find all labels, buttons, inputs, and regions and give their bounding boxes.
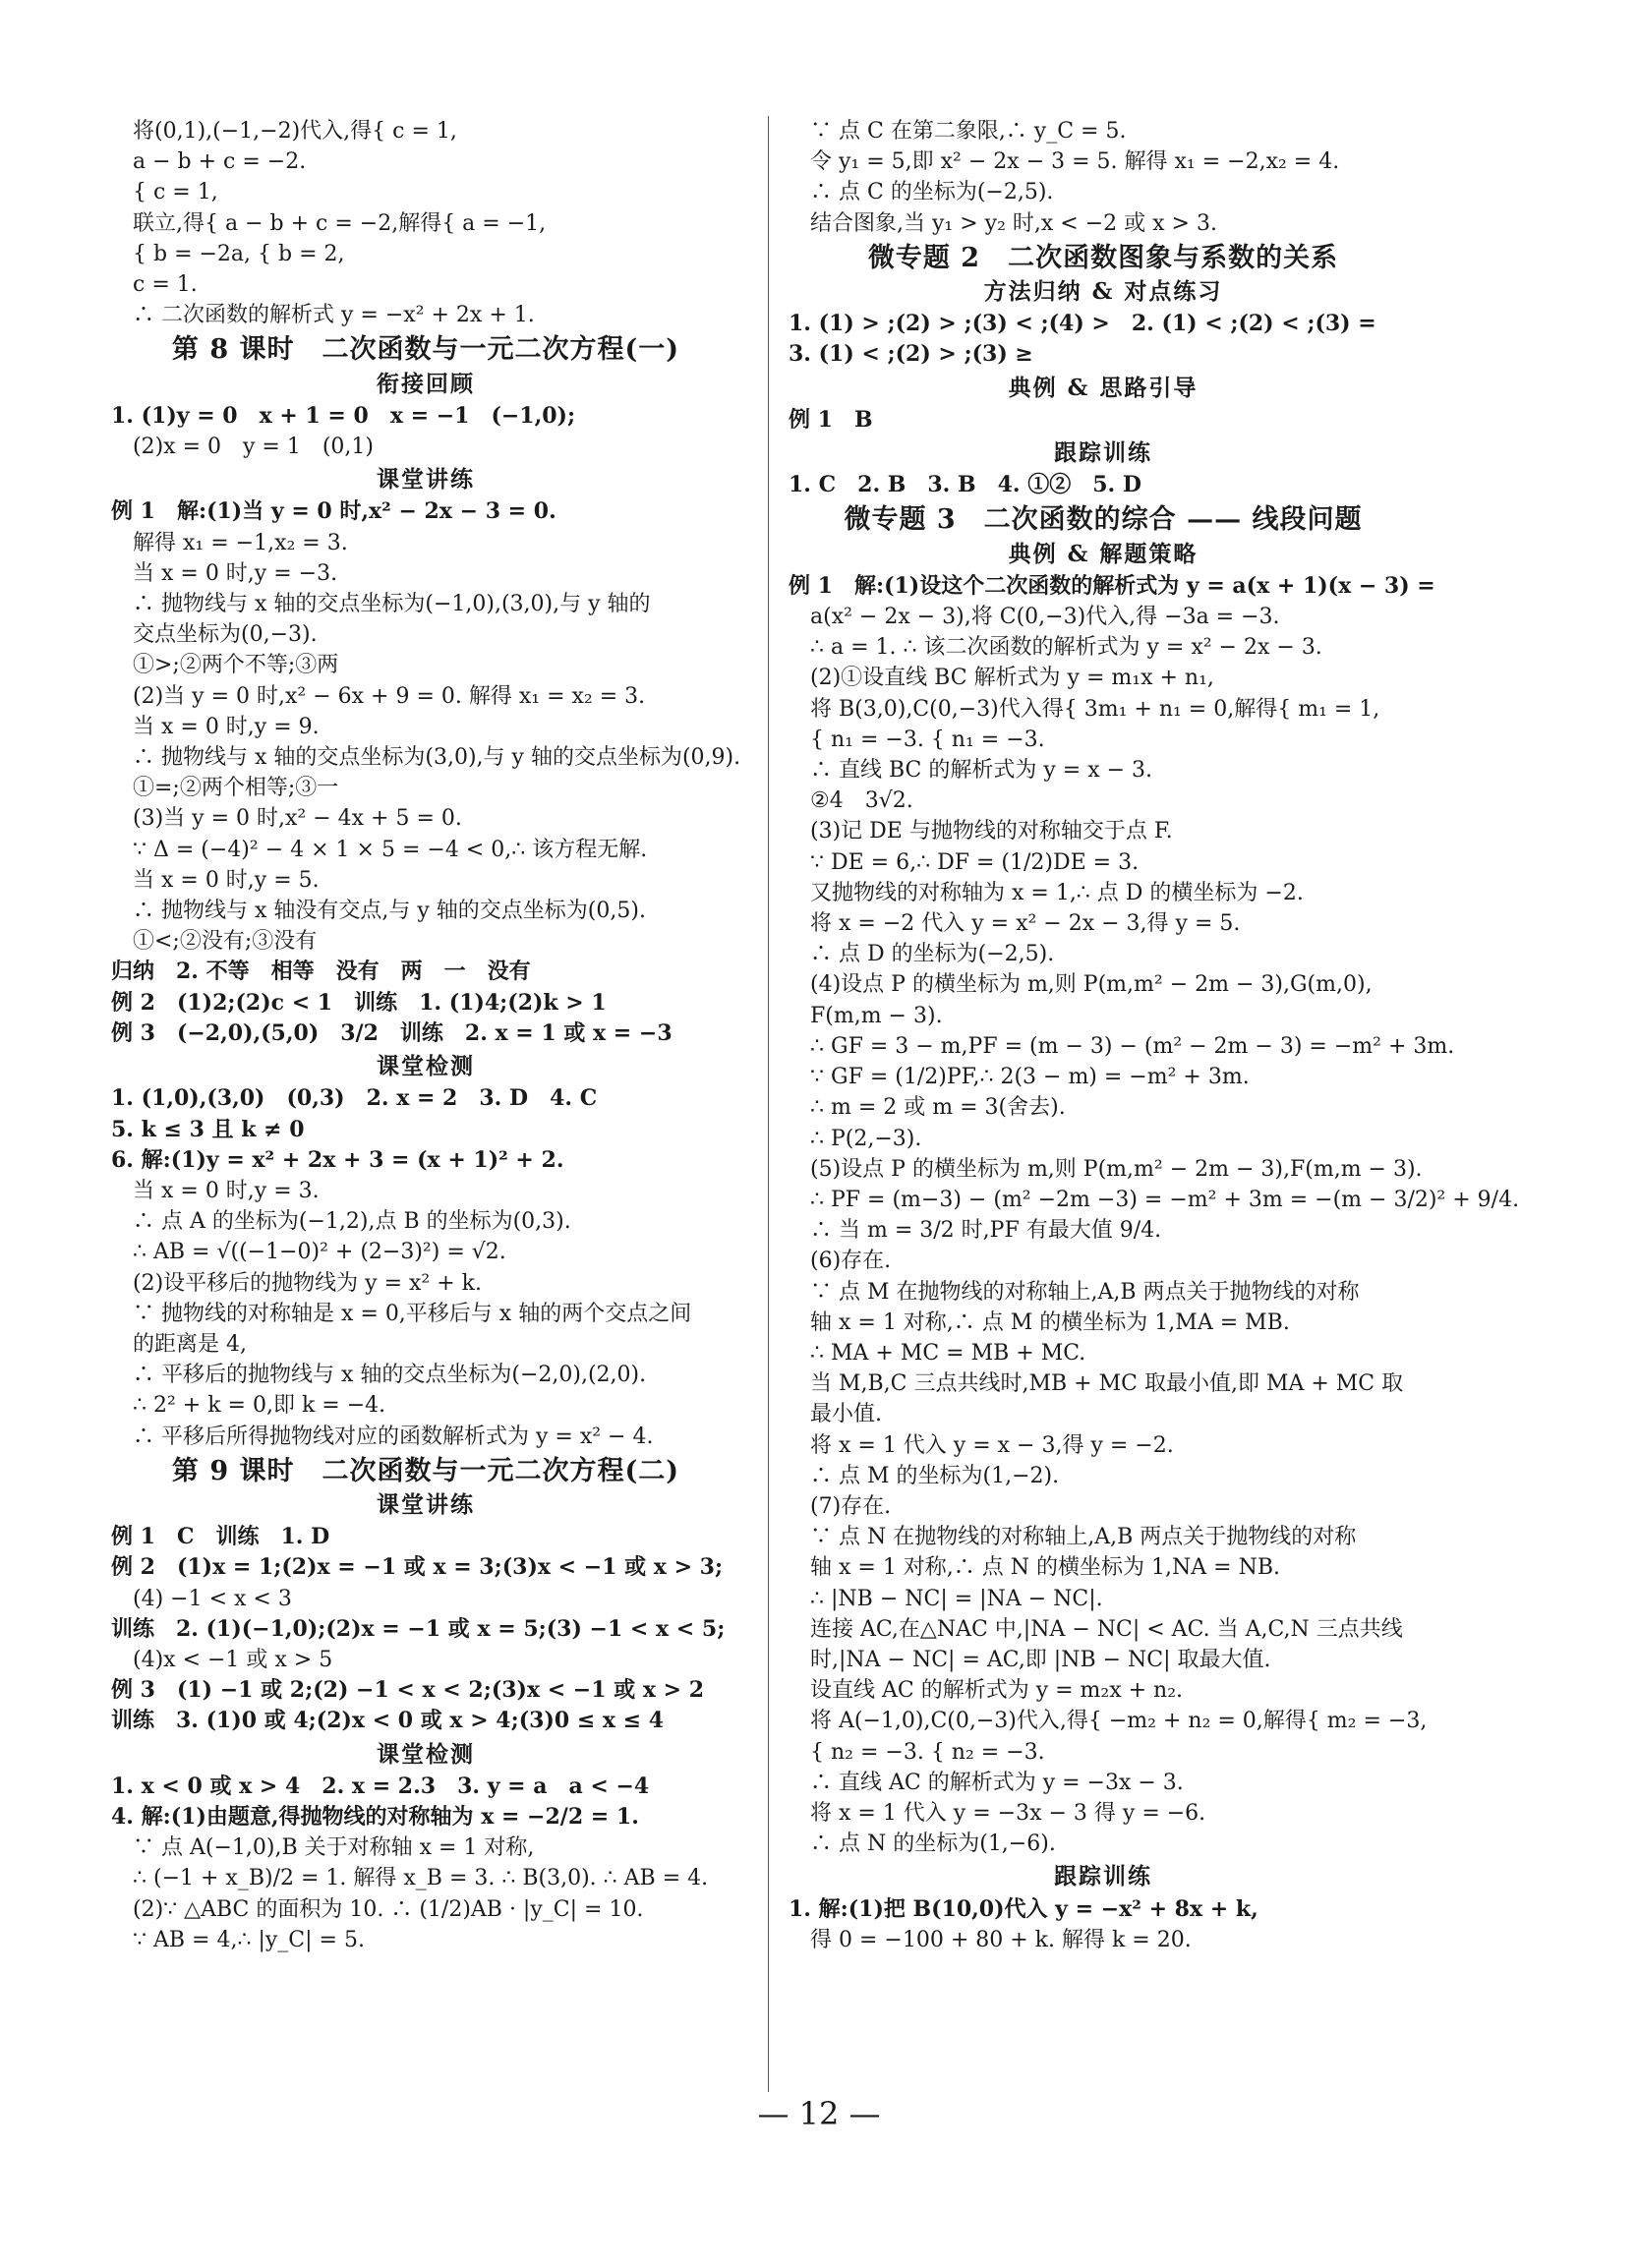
text-line: (3)记 DE 与抛物线的对称轴交于点 F. [810, 819, 1173, 844]
subsection-heading: 跟踪训练 [1054, 1863, 1152, 1890]
text-line: 的距离是 4, [133, 1331, 247, 1357]
subsection-heading: 课堂检测 [377, 1740, 475, 1768]
left-column [111, 116, 740, 1955]
text-line: 将 B(3,0),C(0,−3)代入得{ 3m₁ + n₁ = 0,解得{ m₁ = 1, [810, 696, 1380, 722]
text-line: 当 x = 0 时,y = 5. [133, 867, 320, 893]
text-line: { n₂ = −3. { n₂ = −3. [810, 1739, 1045, 1765]
text-line: ∵ DE = 6,∴ DF = (1/2)DE = 3. [810, 849, 1140, 875]
answer-line: 例 3 (1) −1 或 2;(2) −1 < x < 2;(3)x < −1 或 x > 2 [111, 1677, 705, 1704]
text-line: 轴 x = 1 对称,∴ 点 N 的横坐标为 1,NA = NB. [810, 1555, 1280, 1581]
answer-line: 6. 解:(1)y = x² + 2x + 3 = (x + 1)² + 2. [111, 1146, 564, 1173]
text-line: 当 x = 0 时,y = 9. [133, 714, 320, 739]
text-line: ∴ 当 m = 3/2 时,PF 有最大值 9/4. [810, 1218, 1162, 1244]
text-line: 连接 AC,在△NAC 中,|NA − NC| < AC. 当 A,C,N 三点共线 [810, 1616, 1403, 1642]
text-line: ①=;②两个相等;③一 [133, 776, 339, 801]
text-line: (4)x < −1 或 x > 5 [133, 1647, 333, 1672]
text-line: (3)当 y = 0 时,x² − 4x + 5 = 0. [133, 806, 462, 832]
text-line: ∴ 抛物线与 x 轴没有交点,与 y 轴的交点坐标为(0,5). [133, 899, 646, 924]
text-line: (2)设平移后的抛物线为 y = x² + k. [133, 1270, 482, 1296]
text-line: { n₁ = −3. { n₁ = −3. [810, 727, 1045, 752]
text-line: ∵ Δ = (−4)² − 4 × 1 × 5 = −4 < 0,∴ 该方程无解. [133, 837, 648, 862]
text-line: ∴ a = 1. ∴ 该二次函数的解析式为 y = x² − 2x − 3. [810, 635, 1322, 661]
text-line: ∴ 直线 BC 的解析式为 y = x − 3. [810, 758, 1153, 784]
subsection-heading: 课堂讲练 [377, 466, 475, 494]
column-divider [768, 116, 769, 2092]
text-line: 将 x = 1 代入 y = −3x − 3 得 y = −6. [810, 1800, 1206, 1826]
text-line: ∴ 抛物线与 x 轴的交点坐标为(−1,0),(3,0),与 y 轴的 [133, 592, 651, 617]
text-line: ②4 3√2. [810, 788, 913, 814]
text-line: 当 x = 0 时,y = 3. [133, 1178, 320, 1203]
answer-line: 1. (1)y = 0 x + 1 = 0 x = −1 (−1,0); [111, 402, 576, 429]
text-line: 轴 x = 1 对称,∴ 点 M 的横坐标为 1,MA = MB. [810, 1309, 1290, 1335]
text-line: { b = −2a, { b = 2, [133, 241, 345, 266]
text-line: ∴ 2² + k = 0,即 k = −4. [133, 1393, 386, 1419]
answer-line: 1. x < 0 或 x > 4 2. x = 2.3 3. y = a a < −4 [111, 1773, 650, 1799]
answer-line: 训练 3. (1)0 或 4;(2)x < 0 或 x > 4;(3)0 ≤ x ≤ 4 [111, 1708, 665, 1734]
text-line: (2)当 y = 0 时,x² − 6x + 9 = 0. 解得 x₁ = x₂ = 3. [133, 683, 646, 709]
text-line: 联立,得{ a − b + c = −2,解得{ a = −1, [133, 210, 547, 236]
answer-line: 归纳 2. 不等 相等 没有 两 一 没有 [111, 959, 531, 985]
text-line: (2)x = 0 y = 1 (0,1) [133, 435, 374, 460]
text-line: (4) −1 < x < 3 [133, 1586, 292, 1611]
text-line: 将 x = 1 代入 y = x − 3,得 y = −2. [810, 1432, 1174, 1458]
answer-line: 例 1 解:(1)当 y = 0 时,x² − 2x − 3 = 0. [111, 498, 556, 525]
text-line: 将 A(−1,0),C(0,−3)代入,得{ −m₂ + n₂ = 0,解得{ m₂ = −3, [810, 1709, 1428, 1734]
answer-line: 3. (1) < ;(2) > ;(3) ≥ [789, 341, 1033, 368]
text-line: ①>;②两个不等;③两 [133, 653, 339, 678]
answer-line: 例 1 C 训练 1. D [111, 1524, 330, 1550]
text-line: c = 1. [133, 272, 198, 298]
text-line: a − b + c = −2. [133, 149, 307, 175]
text-line: 最小值. [810, 1402, 882, 1427]
text-line: 又抛物线的对称轴为 x = 1,∴ 点 D 的横坐标为 −2. [810, 880, 1304, 905]
text-line: ∴ 二次函数的解析式 y = −x² + 2x + 1. [133, 303, 535, 328]
text-line: ∴ 点 N 的坐标为(1,−6). [810, 1832, 1056, 1857]
answer-line: 1. 解:(1)把 B(10,0)代入 y = −x² + 8x + k, [789, 1895, 1258, 1922]
section-title: 微专题 3 二次函数的综合 —— 线段问题 [844, 504, 1363, 536]
text-line: ∴ 平移后的抛物线与 x 轴的交点坐标为(−2,0),(2,0). [133, 1363, 647, 1388]
text-line: (2)①设直线 BC 解析式为 y = m₁x + n₁, [810, 666, 1214, 691]
text-line: 解得 x₁ = −1,x₂ = 3. [133, 530, 348, 555]
answer-line: 例 2 (1)2;(2)c < 1 训练 1. (1)4;(2)k > 1 [111, 989, 607, 1016]
text-line: ∴ AB = √((−1−0)² + (2−3)²) = √2. [133, 1240, 506, 1265]
text-line: (5)设点 P 的横坐标为 m,则 P(m,m² − 2m − 3),F(m,m − 3). [810, 1156, 1423, 1182]
text-line: 设直线 AC 的解析式为 y = m₂x + n₂. [810, 1678, 1184, 1704]
text-line: 将 x = −2 代入 y = x² − 2x − 3,得 y = 5. [810, 911, 1241, 937]
text-line: 当 M,B,C 三点共线时,MB + MC 取最小值,即 MA + MC 取 [810, 1371, 1404, 1397]
text-line: ∴ 点 M 的坐标为(1,−2). [810, 1463, 1060, 1488]
text-line: ∴ m = 2 或 m = 3(舍去). [810, 1095, 1066, 1121]
section-title: 第 9 课时 二次函数与一元二次方程(二) [171, 1455, 680, 1486]
answer-line: 1. (1) > ;(2) > ;(3) < ;(4) > 2. (1) < ;(2) < ;(3) = [789, 311, 1376, 337]
text-line: { c = 1, [133, 180, 218, 205]
subsection-heading: 典例 & 思路引导 [1008, 374, 1199, 401]
text-line: ∴ 直线 AC 的解析式为 y = −3x − 3. [810, 1770, 1184, 1795]
text-line: ∴ (−1 + x_B)/2 = 1. 解得 x_B = 3. ∴ B(3,0). ∴ AB = 4. [133, 1866, 709, 1891]
subsection-heading: 典例 & 解题策略 [1008, 540, 1199, 567]
text-line: ∴ 点 D 的坐标为(−2,5). [810, 942, 1055, 967]
text-line: 当 x = 0 时,y = −3. [133, 560, 338, 586]
text-line: 时,|NA − NC| = AC,即 |NB − NC| 取最大值. [810, 1647, 1271, 1672]
text-line: ∵ 点 C 在第二象限,∴ y_C = 5. [810, 119, 1127, 144]
text-line: ∵ 抛物线的对称轴是 x = 0,平移后与 x 轴的两个交点之间 [133, 1301, 692, 1326]
answer-line: 5. k ≤ 3 且 k ≠ 0 [111, 1116, 305, 1142]
text-line: ∴ 点 A 的坐标为(−1,2),点 B 的坐标为(0,3). [133, 1209, 571, 1235]
text-line: 将(0,1),(−1,−2)代入,得{ c = 1, [133, 119, 457, 144]
answer-line: 例 1 B [789, 406, 873, 433]
answer-line: 例 3 (−2,0),(5,0) 3/2 训练 2. x = 1 或 x = −3 [111, 1019, 673, 1046]
answer-line: 训练 2. (1)(−1,0);(2)x = −1 或 x = 5;(3) −1 < x < 5; [111, 1615, 726, 1642]
right-column [789, 116, 1520, 1955]
answer-line: 4. 解:(1)由题意,得抛物线的对称轴为 x = −2/2 = 1. [111, 1803, 639, 1830]
subsection-heading: 课堂讲练 [377, 1490, 475, 1518]
subsection-heading: 跟踪训练 [1054, 439, 1152, 467]
answer-line: 1. (1,0),(3,0) (0,3) 2. x = 2 3. D 4. C [111, 1085, 598, 1112]
text-line: ∴ P(2,−3). [810, 1126, 922, 1151]
text-line: ∵ 点 N 在抛物线的对称轴上,A,B 两点关于抛物线的对称 [810, 1525, 1357, 1550]
text-line: ∵ 点 M 在抛物线的对称轴上,A,B 两点关于抛物线的对称 [810, 1279, 1360, 1305]
subsection-heading: 方法归纳 & 对点练习 [983, 278, 1223, 306]
subsection-heading: 课堂检测 [377, 1053, 475, 1080]
text-line: 得 0 = −100 + 80 + k. 解得 k = 20. [810, 1927, 1192, 1952]
text-line: ∵ AB = 4,∴ |y_C| = 5. [133, 1927, 365, 1952]
text-line: (2)∵ △ABC 的面积为 10. ∴ (1/2)AB · |y_C| = 10. [133, 1896, 644, 1922]
answer-line: 1. C 2. B 3. B 4. ①② 5. D [789, 472, 1141, 498]
subsection-heading: 衔接回顾 [377, 370, 475, 397]
text-line: ∴ MA + MC = MB + MC. [810, 1340, 1086, 1366]
text-line: ∴ PF = (m−3) − (m² −2m −3) = −m² + 3m = −(m − 3/2)² + 9/4. [810, 1187, 1520, 1212]
text-line: (4)设点 P 的横坐标为 m,则 P(m,m² − 2m − 3),G(m,0), [810, 972, 1373, 998]
page-number: — 12 — [757, 2095, 881, 2132]
answer-line: 例 2 (1)x = 1;(2)x = −1 或 x = 3;(3)x < −1 或 x > 3; [111, 1554, 724, 1581]
section-title: 微专题 2 二次函数图象与系数的关系 [867, 242, 1339, 273]
text-line: 结合图象,当 y₁ > y₂ 时,x < −2 或 x > 3. [810, 210, 1217, 236]
text-line: 令 y₁ = 5,即 x² − 2x − 3 = 5. 解得 x₁ = −2,x₂ = 4. [810, 149, 1340, 175]
text-line: ∴ 抛物线与 x 轴的交点坐标为(3,0),与 y 轴的交点坐标为(0,9). [133, 745, 741, 771]
text-line: 交点坐标为(0,−3). [133, 622, 318, 648]
text-line: ①<;②没有;③没有 [133, 929, 318, 955]
text-line: ∴ 平移后所得抛物线对应的函数解析式为 y = x² − 4. [133, 1424, 654, 1449]
answer-line: 例 1 解:(1)设这个二次函数的解析式为 y = a(x + 1)(x − 3) = [789, 572, 1435, 599]
text-line: ∴ |NB − NC| = |NA − NC|. [810, 1586, 1103, 1611]
text-line: ∴ GF = 3 − m,PF = (m − 3) − (m² − 2m − 3) = −m² + 3m. [810, 1033, 1455, 1059]
text-line: ∴ 点 C 的坐标为(−2,5). [810, 180, 1054, 205]
text-line: F(m,m − 3). [810, 1003, 943, 1028]
text-line: (6)存在. [810, 1249, 892, 1274]
text-line: (7)存在. [810, 1493, 892, 1519]
section-title: 第 8 课时 二次函数与一元二次方程(一) [171, 334, 680, 366]
text-line: ∵ GF = (1/2)PF,∴ 2(3 − m) = −m² + 3m. [810, 1065, 1250, 1090]
text-line: a(x² − 2x − 3),将 C(0,−3)代入,得 −3a = −3. [810, 605, 1280, 630]
text-line: ∵ 点 A(−1,0),B 关于对称轴 x = 1 对称, [133, 1835, 535, 1861]
